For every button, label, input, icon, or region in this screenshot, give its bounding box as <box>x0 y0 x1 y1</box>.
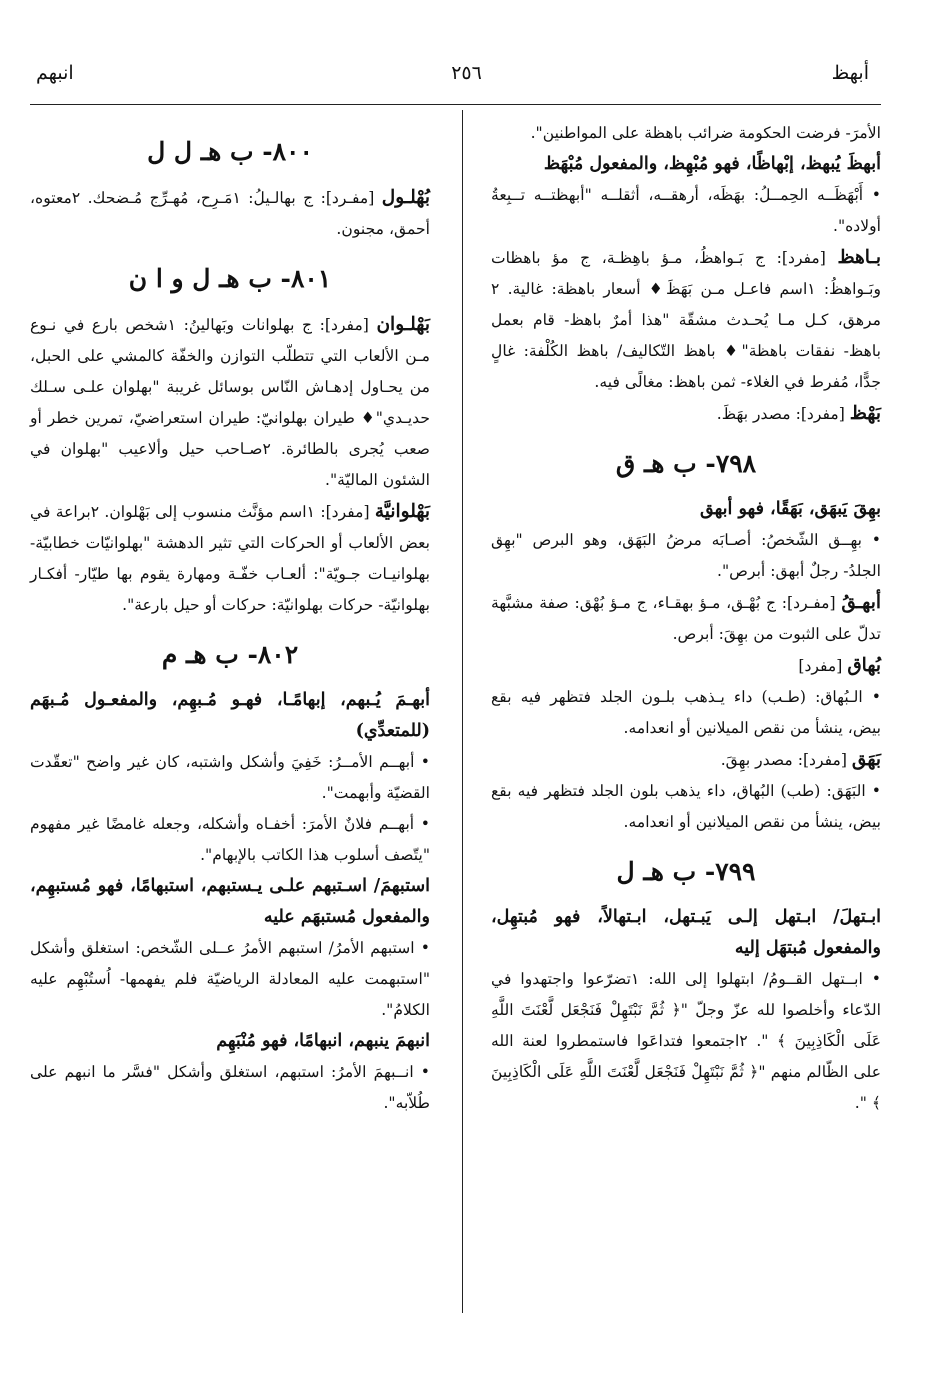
entry-definition: [مفرد]: مصدر بهَظَ. <box>716 405 850 423</box>
entry-lemma: بُهْلـول <box>381 187 430 208</box>
sense-bullet: • الـبُهاق: (طـب) داء يـذهب بلـون الجلد فتظهر فيه بقع بيض، ينشأ من نقص الميلانين أو انعدامه. <box>491 682 881 744</box>
section-heading: ٨٠٢- ب هـ م <box>161 640 299 669</box>
verb-entry-headline: بهِقَ يَبهَق، بَهَقًا، فهو أبهق <box>700 499 881 519</box>
section-heading: ٨٠٠- ب هـ ل ل <box>147 137 313 166</box>
dictionary-entry <box>30 182 430 245</box>
sense-bullet: • بهِــق الشّخصُ: أصـابَه مرضُ البَهَق، وهو البرص "بهِق الجلدُ- رجلٌ أبهق: أبرص". <box>491 525 881 587</box>
entry-definition: [مفـرد]: ج بهالـيلُ: ١مَـرِح، مُهـرِّج مُـضحك. ٢معتوه، أحمق، مجنون. <box>30 189 430 238</box>
page-number: ٢٥٦ <box>451 62 482 84</box>
verb-entry-headline: ابـتهلَ/ ابـتهل إلـى يَبـتهل، ابـتهالاً، فهو مُبتهِل، والمفعول مُبتهَل إليه <box>491 907 881 958</box>
section-heading: ٧٩٩- ب هـ ل <box>616 857 756 886</box>
verb-entry-headline: أبهظَ يُبهظ، إبْهاظًا، فهو مُبْهِظ، والمفعول مُبْهَظ <box>543 154 881 174</box>
sense-bullet: • ابــتهل القــومُ/ ابتهلوا إلى الله: ١تضرّعوا واجتهدوا في الدّعاء وأخلصوا لله عزّ وجلّ "﴿ ثُمَّ نَبْتَهِلْ فَنَجْعَل لَّعْنَتَ اللَّهِ عَلَى الْكَاذِبِينَ ﴾ ". ٢اجتمعوا فتداعَوا فاستمطروا لعنة الله على الظّالم منهم "﴿ ثُمَّ نَبْتَهِلْ فَنَجْعَل لَّعْنَتَ اللَّهِ عَلَى الْكَاذِبِينَ ﴾ ". <box>491 964 881 1119</box>
entry-lemma: بَهْلوانيَّة <box>374 501 430 522</box>
right-column <box>491 118 881 1119</box>
verb-entry-headline: استبهمَ/ اسـتبهم علـى يـستبهم، استبهامًا، فهو مُستبهِم، والمفعول مُستبهَم عليه <box>30 876 430 927</box>
section-heading: ٧٩٨- ب هـ ق <box>615 449 757 478</box>
entry-lemma: بـاهظ <box>837 247 881 268</box>
sense-bullet: • أبهــم فلانٌ الأمرَ: أخفـاه وأشكله، وجعله غامضًا غير مفهوم "يتّصف أسلوب هذا الكاتب بالإبهام". <box>30 809 430 871</box>
dictionary-entry <box>30 309 430 496</box>
header-last-word: انبهم <box>36 62 74 84</box>
entry-lemma: بَهَق <box>851 749 881 770</box>
dictionary-entry <box>491 242 881 398</box>
entry-definition: [مفرد]: مصدر بهِقَ. <box>720 751 852 769</box>
body-text: الأمرَ- فرضت الحكومة ضرائب باهظة على المواطنين". <box>530 124 881 142</box>
sense-bullet: • أبهــم الأمــرُ: خَفِيَ وأشكل واشتبه، كان غير واضح "تعقّدت القضيّة وأبهمت". <box>30 747 430 809</box>
entry-lemma: بُهاق <box>847 655 881 676</box>
dictionary-entry <box>30 496 430 621</box>
header-first-word: أبهظ <box>831 62 869 84</box>
left-column <box>30 118 430 1119</box>
sense-bullet: • انــبهمَ الأمرُ: استبهم، استغلق وأشكل "فسَّر ما انبهم على طُلاّبه". <box>30 1057 430 1119</box>
header-rule <box>30 104 881 105</box>
entry-lemma: بَهْلـوان <box>376 314 430 335</box>
entry-definition: [مفرد] <box>798 657 848 675</box>
sense-bullet: • أَبْهَظَــه الحِمــلُ: بهَظَه، أرهقــه، أثقلــه "أبهظتــه تــبِعةُ أولاده". <box>491 180 881 242</box>
column-divider <box>462 110 463 1313</box>
entry-definition: [مفـرد]: ج بُهْـق، مـؤ بهقـاء، ج مـؤ بُهْق: صفة مشبَّهة تدلّ على الثبوت من بهِقَ: أبرص. <box>491 594 881 643</box>
sense-bullet: • البَهَق: (طب) البُهاق، داء يذهب بلون الجلد فتظهر فيه بقع بيض، ينشأ من نقص الميلانين أو انعدامه. <box>491 776 881 838</box>
verb-entry-headline: انبهمَ ينبهم، انبهامًا، فهو مُنْبَهِم <box>216 1031 430 1051</box>
sense-bullet: • استبهم الأمرُ/ استبهم الأمرُ عــلى الشّخص: استغلق وأشكل "استبهمت عليه المعادلة الرياضيّة فلم يفهمها- اُستُبْهِم عليه الكلامُ". <box>30 933 430 1026</box>
verb-entry-headline: أبهـمَ يُـبهم، إبهامًـا، فهـو مُـبهِم، والمفعـول مُـبهَم (للمتعدِّي) <box>30 690 430 741</box>
dictionary-entry <box>491 650 881 682</box>
dictionary-entry <box>491 744 881 776</box>
entry-definition: [مفرد]: ج بَـواهظُ، مـؤ باهِظـة، ج مؤ باهظات وبَـواهظُ: ١اسم فاعـل مـن بَهَظَ♦ أسعار باهظة: غالية. ٢ مرهق، كـل مـا يُحـدث مشقّة "هذا أمرٌ باهظ- قام بعمل باهظ- نفقات باهظة"♦ باهظ التّكاليف/ باهظ الكُلْفة: غالٍ جدًّا، مُفرط في الغلاء- ثمن باهظ: مغالًى فيه. <box>491 249 881 391</box>
entry-lemma: بَهْظ <box>849 403 881 424</box>
dictionary-entry <box>491 587 881 650</box>
entry-definition: [مفرد]: ١اسم مؤنَّث منسوب إلى بَهْلوان. ٢براعة في بعض الألعاب أو الحركات التي تثير الدهشة "بهلوانيّات خطابيّة- بهلوانيـات جـويّة": ألعـاب خفّـة ومهارة يقوم بها طيّار- أفكـار بهلوانيّة- حركات بهلوانيّة: حركات أو حيل بارعة". <box>30 503 430 614</box>
section-heading: ٨٠١- ب هـ ل و ا ن <box>128 264 332 293</box>
entry-lemma: أبهـقُ <box>841 592 881 613</box>
dictionary-entry <box>491 398 881 430</box>
entry-definition: [مفرد]: ج بهلوانات وبَهالينُ: ١شخص بارع في نـوع مـن الألعاب التي تتطلّب التوازن والخفّة كالمشي على الحبل، من يحـاول إدهـاش النّاس بوسائل غريبة "بهلوان علـى سـلك حديـدي"♦ طيران بهلوانيّ: طيران استعراضيّ، تمرين خطر أو صعب يُجرى بالطائرة. ٢صـاحب حيل وألاعيب "بهلوان في الشئون الماليّة". <box>30 316 430 489</box>
